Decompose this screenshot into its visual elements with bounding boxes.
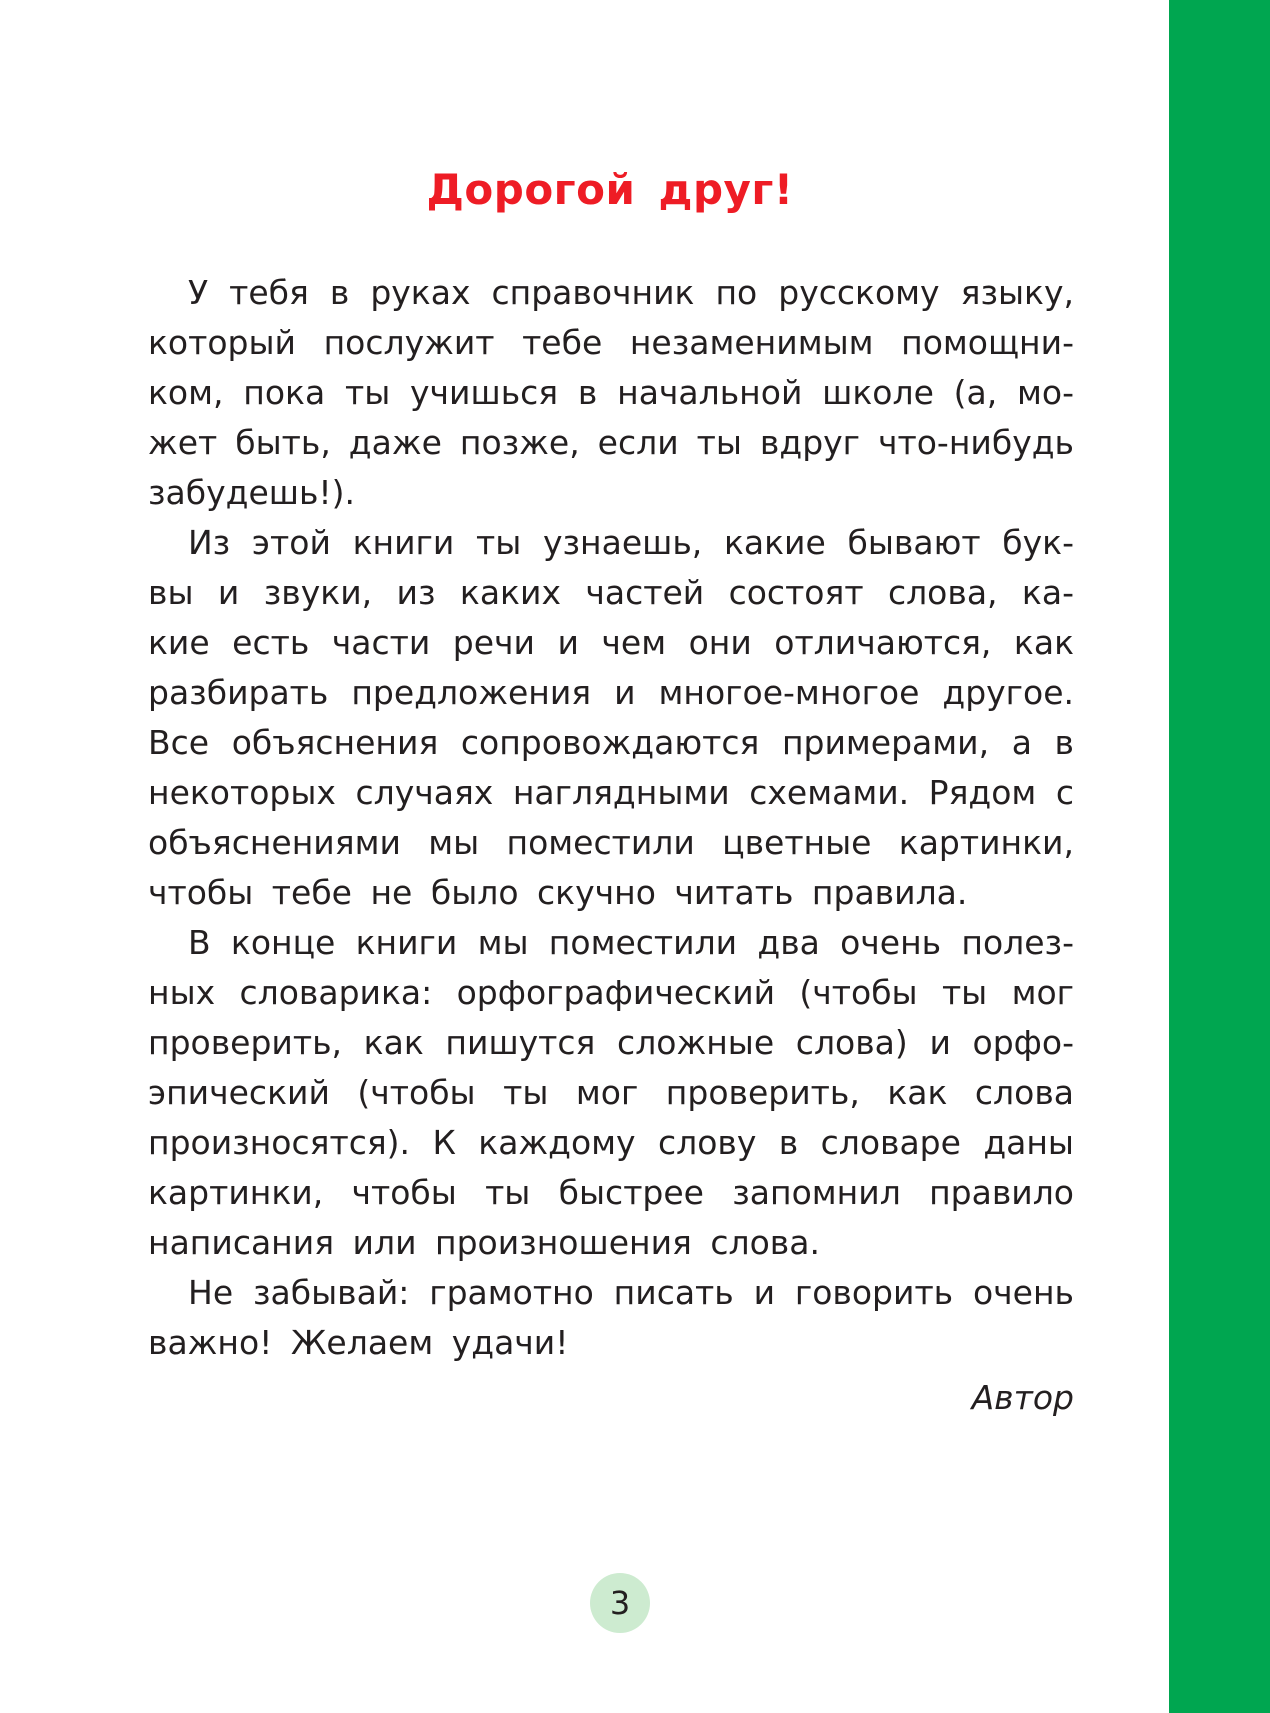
text-line: картинки, чтобы ты быстрее запомнил правило — [148, 1173, 1074, 1212]
author-signature: Автор — [971, 1378, 1074, 1417]
text-line: написания или произношения слова. — [148, 1223, 820, 1262]
text-line: объяснениями мы поместили цветные картинки, — [148, 823, 1074, 862]
text-line: разбирать предложения и многое-многое другое. — [148, 673, 1074, 712]
text-line: чтобы тебе не было скучно читать правила. — [148, 873, 968, 912]
text-line: произносятся). К каждому слову в словаре даны — [148, 1123, 1074, 1162]
text-line: Все объяснения сопровождаются примерами, а в — [148, 723, 1074, 762]
text-line: кие есть части речи и чем они отличаются, как — [148, 623, 1074, 662]
text-line: забудешь!). — [148, 473, 356, 512]
text-line: некоторых случаях наглядными схемами. Рядом с — [148, 773, 1074, 812]
text-line: Не забывай: грамотно писать и говорить очень — [188, 1273, 1074, 1312]
text-line: жет быть, даже позже, если ты вдруг что-нибудь — [148, 423, 1074, 462]
page-title: Дорогой друг! — [426, 165, 794, 214]
text-line: который послужит тебе незаменимым помощни- — [148, 323, 1074, 362]
text-line: В конце книги мы поместили два очень полез- — [188, 923, 1074, 962]
text-line: У тебя в руках справочник по русскому языку, — [188, 273, 1074, 312]
text-line: Из этой книги ты узнаешь, какие бывают бук- — [188, 523, 1074, 562]
letter-body — [148, 268, 1074, 1368]
text-line: проверить, как пишутся сложные слова) и орфо- — [148, 1023, 1074, 1062]
page-number-badge: 3 — [590, 1573, 650, 1633]
text-line: эпический (чтобы ты мог проверить, как слова — [148, 1073, 1074, 1112]
text-line: важно! Желаем удачи! — [148, 1323, 569, 1362]
side-color-bar — [1169, 0, 1270, 1713]
text-line: вы и звуки, из каких частей состоят слова, ка- — [148, 573, 1074, 612]
text-line: ком, пока ты учишься в начальной школе (а, мо- — [148, 373, 1074, 412]
text-line: ных словарика: орфографический (чтобы ты мог — [148, 973, 1074, 1012]
